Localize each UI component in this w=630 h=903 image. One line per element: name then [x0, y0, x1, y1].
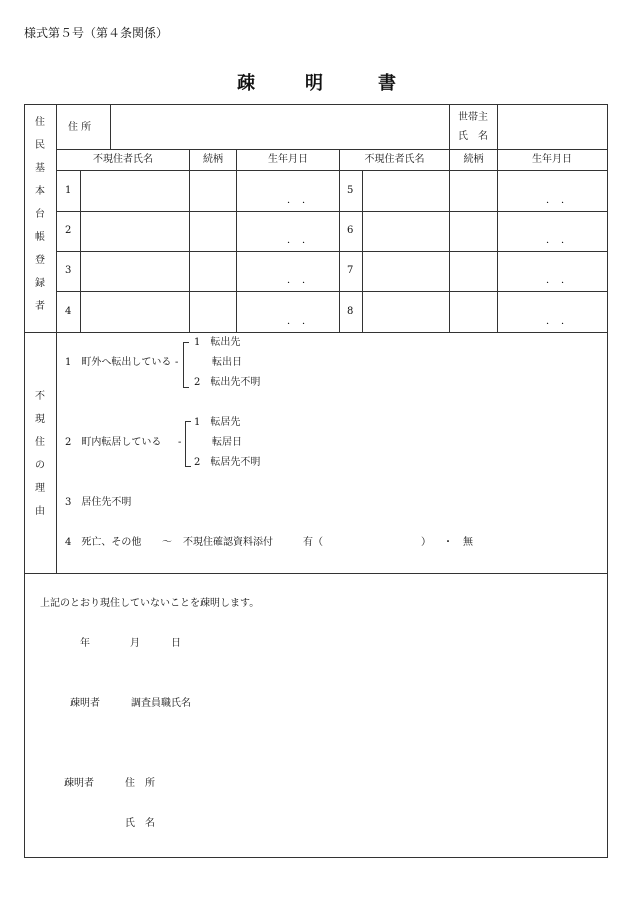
reason-4-close: ）	[421, 537, 431, 548]
address-field[interactable]	[112, 106, 447, 147]
birth-date-dots-3: ． ．	[287, 275, 312, 286]
address-label: 住 所	[68, 122, 92, 133]
reason-3-label: 3 居住先不明	[65, 497, 132, 508]
birth-date-dots-1: ． ．	[287, 195, 312, 206]
document-title-char-3: 書	[378, 73, 396, 94]
form-frame	[24, 104, 608, 858]
date-year-label: 年	[80, 638, 90, 649]
row-number-1: 1	[65, 185, 72, 196]
birth-date-dots-6: ． ．	[546, 235, 571, 246]
col-name-right: 不現住者氏名	[364, 154, 425, 165]
row-number-2: 2	[65, 225, 72, 236]
reason-4-label: 4 死亡、その他	[65, 537, 142, 548]
declarant-label-2: 疎明者	[64, 778, 94, 789]
reason-2-sub-2: 転居日	[212, 437, 242, 448]
household-head-field[interactable]	[499, 106, 605, 147]
row-number-5: 5	[347, 185, 354, 196]
reason-4-dot: ・	[443, 537, 453, 548]
reason-1-sub-2: 転出日	[212, 357, 242, 368]
col-birth-right: 生年月日	[532, 154, 572, 165]
row-number-3: 3	[65, 265, 72, 276]
form-number: 様式第５号（第４条関係）	[24, 26, 169, 40]
registry-side-label: 住 民 基 本 台 帳 登 録 者	[35, 117, 45, 312]
declaration-statement: 上記のとおり現住していないことを疎明します。	[40, 598, 260, 609]
reason-2-label: 2 町内転居している	[65, 437, 162, 448]
reason-2-sub-1: 1 転居先	[194, 417, 241, 428]
reason-1-bracket	[183, 342, 189, 388]
row-number-8: 8	[347, 306, 354, 317]
col-relation-left: 続柄	[203, 154, 223, 165]
document-title-char-1: 疎	[237, 73, 255, 94]
declarant-label-1: 疎明者	[70, 698, 100, 709]
reason-2-sub-3: 2 転居先不明	[194, 457, 261, 468]
reason-1-label: 1 町外へ転出している	[65, 357, 172, 368]
row-number-4: 4	[65, 306, 72, 317]
reason-1-sub-3: 2 転出先不明	[194, 377, 261, 388]
investigator-label: 調査員職氏名	[131, 698, 191, 709]
reason-1-sub-1: 1 転出先	[194, 337, 241, 348]
row-number-7: 7	[347, 265, 354, 276]
household-head-name-label: 氏 名	[458, 131, 488, 142]
date-day-label: 日	[171, 638, 181, 649]
declarant-name-label: 氏 名	[125, 818, 155, 829]
reason-4-tilde: 〜	[162, 537, 172, 548]
col-birth-left: 生年月日	[268, 154, 308, 165]
declarant-address-label: 住 所	[125, 778, 155, 789]
reason-4-document: 不現住確認資料添付	[183, 537, 273, 548]
col-name-left: 不現住者氏名	[93, 154, 153, 165]
reason-side-label: 不 現 住 の 理 由	[35, 391, 45, 517]
household-head-label: 世帯主	[458, 112, 488, 123]
birth-date-dots-4: ． ．	[287, 316, 312, 327]
reason-2-bracket	[185, 421, 191, 467]
row-number-6: 6	[347, 225, 354, 236]
birth-date-dots-7: ． ．	[546, 275, 571, 286]
reason-4-yes: 有（	[303, 537, 323, 548]
birth-date-dots-8: ． ．	[546, 316, 571, 327]
document-title-char-2: 明	[305, 73, 323, 94]
birth-date-dots-5: ． ．	[546, 195, 571, 206]
date-month-label: 月	[130, 638, 140, 649]
birth-date-dots-2: ． ．	[287, 235, 312, 246]
reason-4-no: 無	[463, 537, 473, 548]
col-relation-right: 続柄	[463, 154, 484, 165]
